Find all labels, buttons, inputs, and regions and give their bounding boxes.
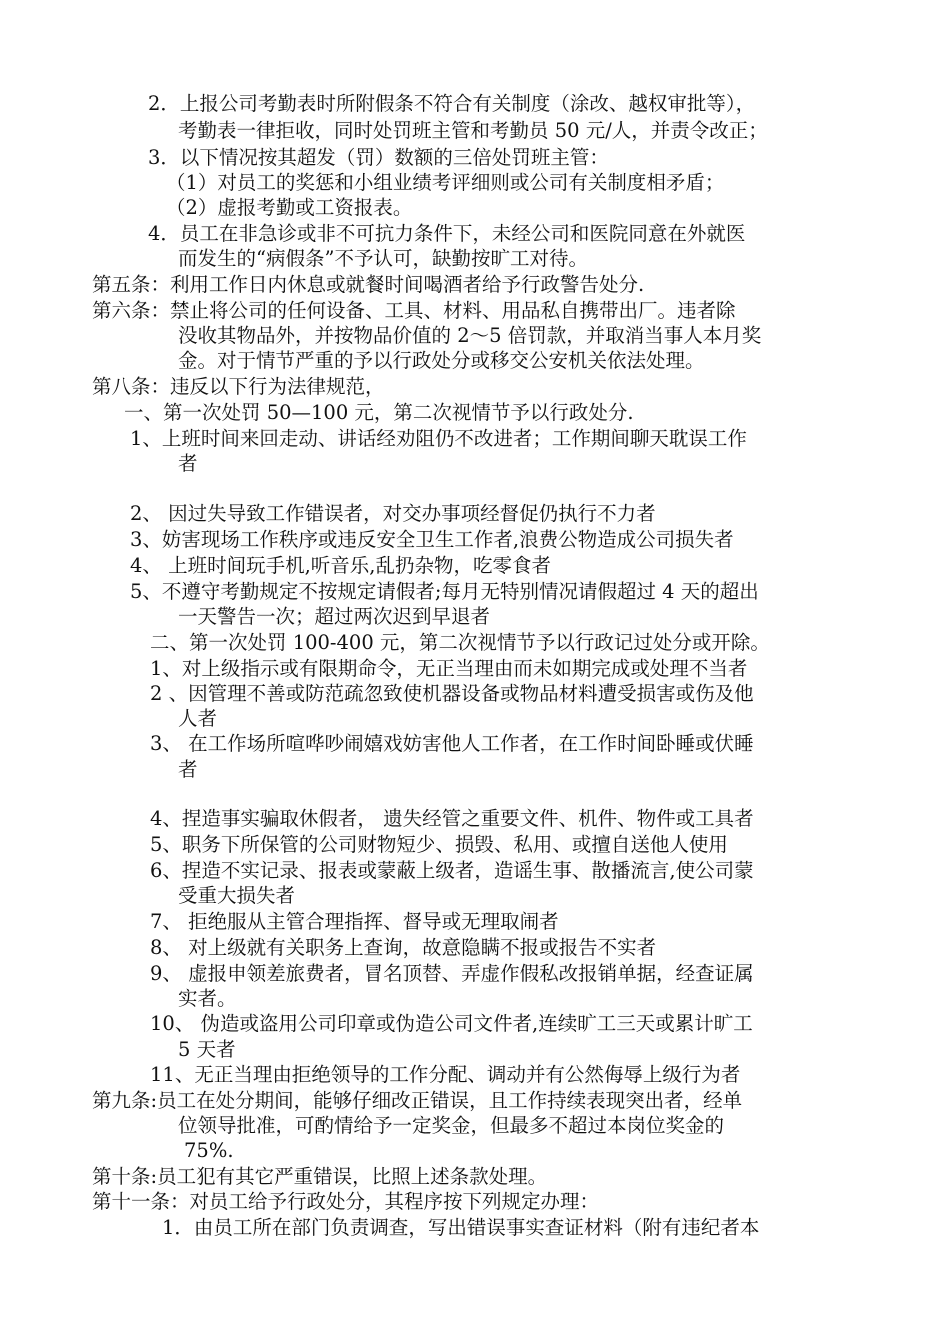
- text-line: 2 、因管理不善或防范疏忽致使机器设备或物品材料遭受损害或伤及他: [150, 682, 754, 705]
- text-line: 11、无正当理由拒绝领导的工作分配、调动并有公然侮辱上级行为者: [150, 1063, 741, 1086]
- text-line: 受重大损失者: [178, 884, 296, 907]
- text-line: 第十条:员工犯有其它严重错误，比照上述条款处理。: [92, 1165, 548, 1188]
- text-line: 4．员工在非急诊或非不可抗力条件下，未经公司和医院同意在外就医: [148, 222, 746, 245]
- text-line: 1、上班时间来回走动、讲话经劝阻仍不改进者；工作期间聊天耽误工作: [130, 427, 747, 450]
- text-line: 1、对上级指示或有限期命令，无正当理由而未如期完成或处理不当者: [150, 657, 748, 680]
- text-line: 者: [178, 758, 198, 781]
- text-line: 第六条：禁止将公司的任何设备、工具、材料、用品私自携带出厂。违者除: [92, 299, 736, 322]
- text-line: 一、第一次处罚 50—100 元，第二次视情节予以行政处分.: [124, 401, 634, 424]
- text-line: 5、职务下所保管的公司财物短少、损毁、私用、或擅自送他人使用: [150, 833, 728, 856]
- text-line: 9、 虚报申领差旅费者，冒名顶替、弄虚作假私改报销单据，经查证属: [150, 962, 754, 985]
- text-line: 第八条：违反以下行为法律规范，: [92, 375, 385, 398]
- text-line: 10、 伪造或盗用公司印章或伪造公司文件者,连续旷工三天或累计旷工: [150, 1012, 753, 1035]
- text-line: 4、 上班时间玩手机,听音乐,乱扔杂物，吃零食者: [130, 554, 552, 577]
- text-line: 8、 对上级就有关职务上查询，故意隐瞒不报或报告不实者: [150, 936, 657, 959]
- text-line: 3．以下情况按其超发（罚）数额的三倍处罚班主管：: [148, 146, 609, 169]
- text-line: 第五条：利用工作日内休息或就餐时间喝酒者给予行政警告处分.: [92, 273, 645, 296]
- text-line: 2．上报公司考勤表时所附假条不符合有关制度（涂改、越权审批等），: [148, 92, 756, 115]
- text-line: 3、妨害现场工作秩序或违反安全卫生工作者,浪费公物造成公司损失者: [130, 528, 734, 551]
- text-line: 位领导批准，可酌情给予一定奖金，但最多不超过本岗位奖金的: [178, 1114, 725, 1137]
- text-line: 二、第一次处罚 100-400 元，第二次视情节予以行政记过处分或开除。: [150, 631, 770, 654]
- text-line: 6、捏造不实记录、报表或蒙蔽上级者，造谣生事、散播流言,使公司蒙: [150, 859, 754, 882]
- text-line: 考勤表一律拒收，同时处罚班主管和考勤员 50 元/人，并责令改正；: [178, 119, 768, 142]
- text-line: 一天警告一次；超过两次迟到早退者: [178, 605, 491, 628]
- text-line: 金。对于情节严重的予以行政处分或移交公安机关依法处理。: [178, 349, 705, 372]
- text-line: 人者: [178, 707, 218, 730]
- text-line: （2）虚报考勤或工资报表。: [166, 196, 413, 219]
- text-line: 者: [178, 452, 198, 475]
- text-line: 没收其物品外，并按物品价值的 2～5 倍罚款，并取消当事人本月奖: [178, 324, 762, 347]
- text-line: 3、 在工作场所喧哗吵闹嬉戏妨害他人工作者，在工作时间卧睡或伏睡: [150, 732, 754, 755]
- text-line: 4、捏造事实骗取休假者， 遗失经管之重要文件、机件、物件或工具者: [150, 807, 754, 830]
- text-line: 1．由员工所在部门负责调查，写出错误事实查证材料（附有违纪者本: [162, 1216, 760, 1239]
- text-line: （1）对员工的奖惩和小组业绩考评细则或公司有关制度相矛盾；: [166, 171, 725, 194]
- text-line: 2、 因过失导致工作错误者，对交办事项经督促仍执行不力者: [130, 502, 656, 525]
- text-line: 5 天者: [178, 1038, 236, 1061]
- text-line: 7、 拒绝服从主管合理指挥、督导或无理取闹者: [150, 910, 559, 933]
- text-line: 5、不遵守考勤规定不按规定请假者;每月无特别情况请假超过 4 天的超出: [130, 580, 759, 603]
- text-line: 而发生的“病假条”不予认可，缺勤按旷工对待。: [178, 247, 588, 270]
- text-line: 75%.: [184, 1139, 234, 1162]
- text-line: 实者。: [178, 987, 237, 1010]
- text-line: 第十一条：对员工给予行政处分，其程序按下列规定办理：: [92, 1190, 600, 1213]
- text-line: 第九条:员工在处分期间，能够仔细改正错误，且工作持续表现突出者，经单: [92, 1089, 743, 1112]
